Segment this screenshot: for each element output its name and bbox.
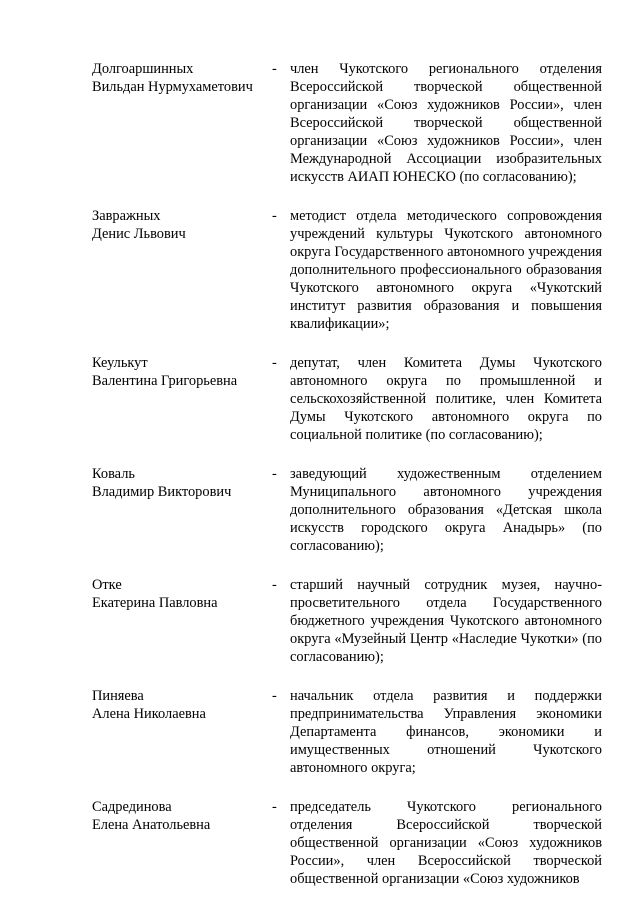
member-name <box>92 798 272 834</box>
dash-separator: - <box>272 466 277 482</box>
list-item <box>92 687 602 777</box>
list-item <box>92 798 602 888</box>
member-name <box>92 60 272 96</box>
member-description: член Чукотского регионального отделения Всероссийской творческой общественной организации «Союз художников России», член Всероссийской творческой общественной организации «Союз художников России», член Международной Ассоциации изобразительных искусств АИАП ЮНЕСКО (по согласованию); <box>290 61 602 185</box>
list-item <box>92 60 602 186</box>
member-description: старший научный сотрудник музея, научно-просветительного отдела Государственного бюджетного учреждения Чукотского автономного округа «Музейный Центр «Наследие Чукотки» (по согласованию); <box>290 577 602 665</box>
member-given-name: Вильдан Нурмухаметович <box>92 79 253 95</box>
member-given-name: Владимир Викторович <box>92 484 232 500</box>
dash-separator: - <box>272 355 277 371</box>
dash-separator: - <box>272 799 277 815</box>
member-list <box>92 60 602 909</box>
member-description: председатель Чукотского регионального отделения Всероссийской творческой общественной организации «Союз художников России», член Всероссийской творческой общественной организации «Союз художников <box>290 799 602 887</box>
member-description: методист отдела методического сопровождения учреждений культуры Чукотского автономного округа Государственного автономного учреждения дополнительного профессионального образования Чукотского автономного округа «Чукотский институт развития образования и повышения квалификации»; <box>290 208 602 332</box>
member-surname: Коваль <box>92 466 135 482</box>
list-item <box>92 465 602 555</box>
member-name <box>92 687 272 723</box>
member-given-name: Елена Анатольевна <box>92 817 211 833</box>
member-name <box>92 207 272 243</box>
member-surname: Пиняева <box>92 688 144 704</box>
member-name <box>92 576 272 612</box>
member-surname: Кеулькут <box>92 355 148 371</box>
member-surname: Долгоаршинных <box>92 61 194 77</box>
member-given-name: Екатерина Павловна <box>92 595 218 611</box>
member-surname: Завражных <box>92 208 161 224</box>
member-description: начальник отдела развития и поддержки предпринимательства Управления экономики Департамента финансов, экономики и имущественных отношений Чукотского автономного округа; <box>290 688 602 776</box>
member-name <box>92 465 272 501</box>
dash-separator: - <box>272 688 277 704</box>
member-given-name: Алена Николаевна <box>92 706 206 722</box>
member-description: депутат, член Комитета Думы Чукотского автономного округа по промышленной и сельскохозяйственной политике, член Комитета Думы Чукотского автономного округа по социальной политике (по согласованию); <box>290 355 602 443</box>
member-given-name: Денис Львович <box>92 226 186 242</box>
dash-separator: - <box>272 208 277 224</box>
member-name <box>92 354 272 390</box>
list-item <box>92 354 602 444</box>
list-item <box>92 207 602 333</box>
dash-separator: - <box>272 577 277 593</box>
member-description: заведующий художественным отделением Муниципального автономного учреждения дополнительного образования «Детская школа искусств городского округа Анадырь» (по согласованию); <box>290 466 602 554</box>
member-given-name: Валентина Григорьевна <box>92 373 238 389</box>
member-surname: Садрединова <box>92 799 172 815</box>
list-item <box>92 576 602 666</box>
member-surname: Отке <box>92 577 122 593</box>
dash-separator: - <box>272 61 277 77</box>
